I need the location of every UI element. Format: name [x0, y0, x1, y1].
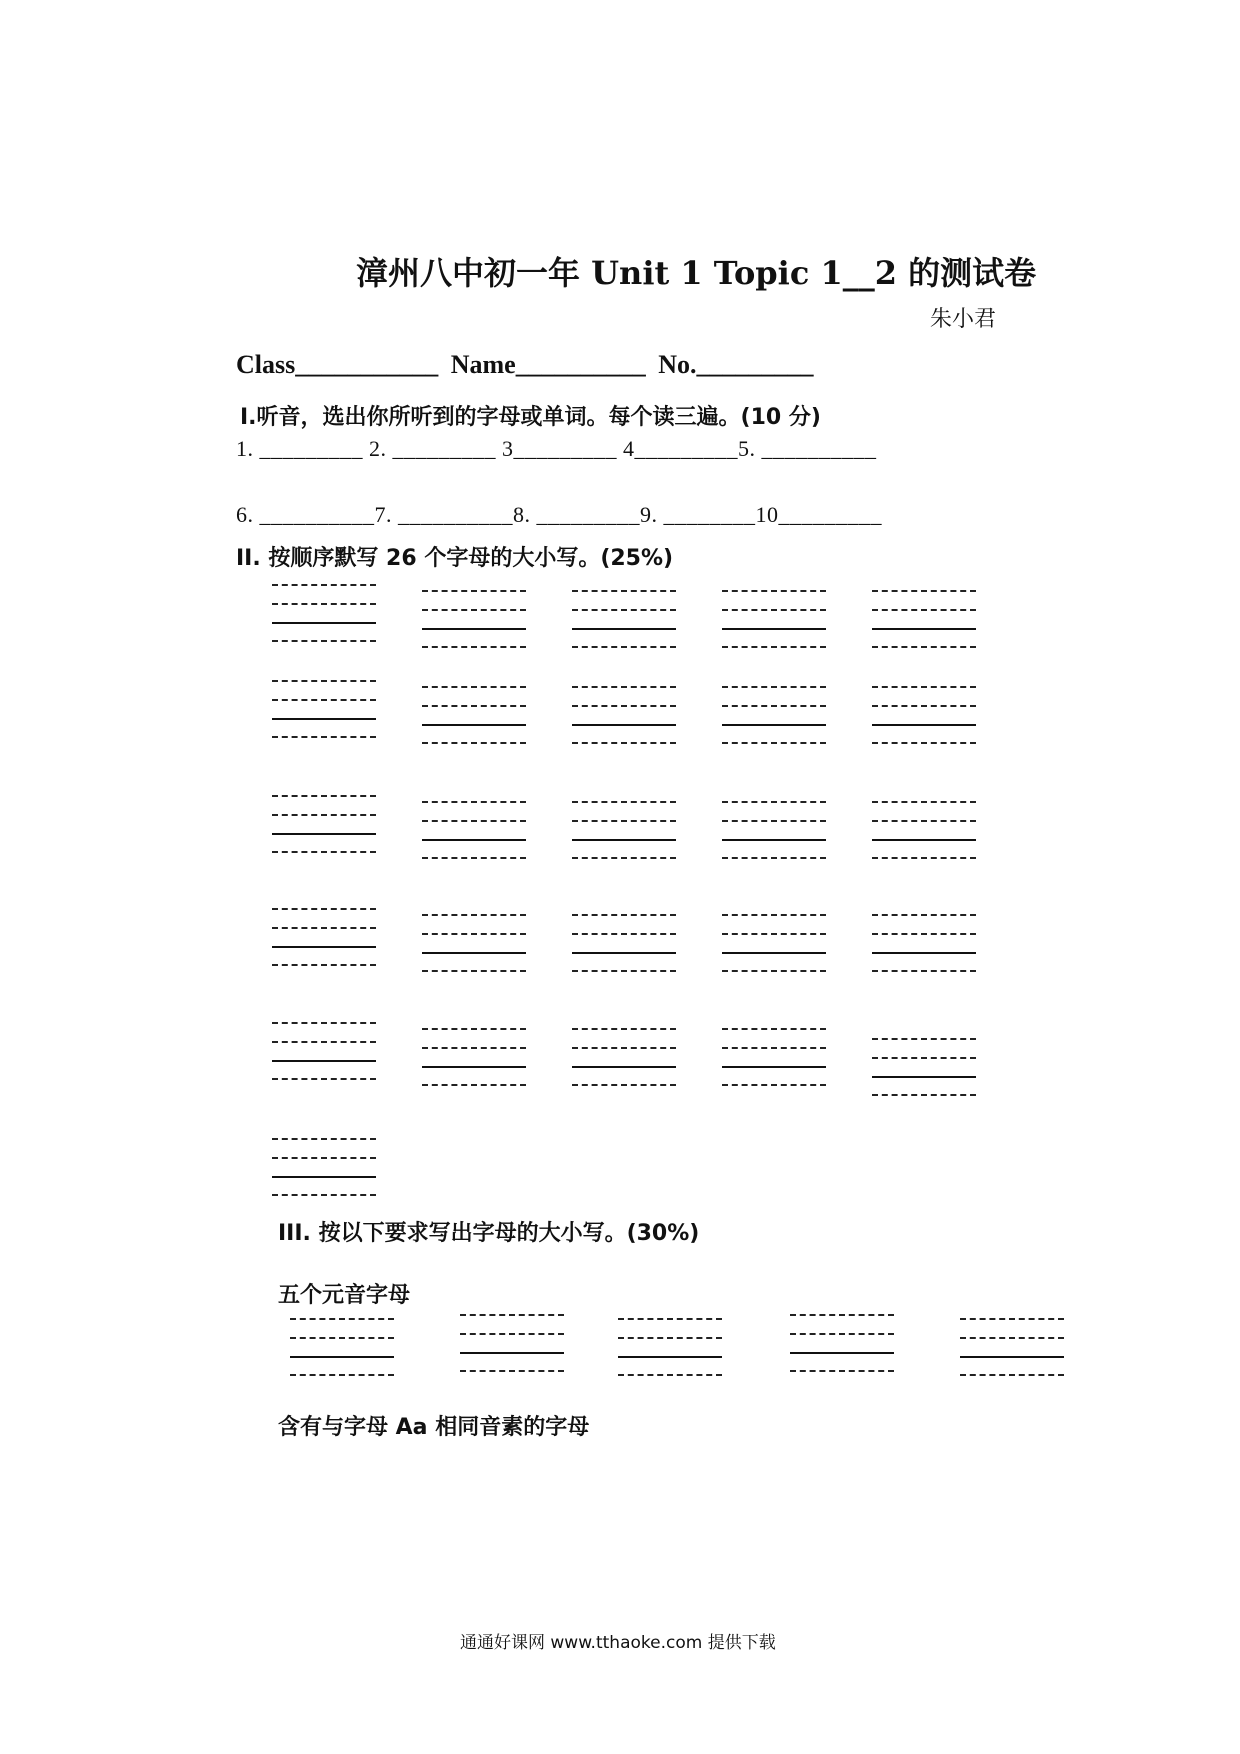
letter-block-15[interactable]	[872, 801, 976, 853]
letter-block-14[interactable]	[722, 801, 826, 853]
letter-block-3[interactable]	[572, 590, 676, 642]
section1-answer-row-1[interactable]: 1. _________ 2. _________ 3_________ 4_________5. __________	[236, 436, 877, 461]
student-info	[236, 350, 820, 380]
aa-sound-letters-label: 含有与字母 Aa 相同音素的字母	[278, 1415, 590, 1440]
letter-block-17[interactable]	[422, 914, 526, 966]
vowel-block-5[interactable]	[960, 1318, 1064, 1370]
letter-block-18[interactable]	[572, 914, 676, 966]
number-field[interactable]: No._________	[658, 350, 814, 379]
letter-block-21[interactable]	[272, 1022, 376, 1074]
letter-block-7[interactable]	[422, 686, 526, 738]
name-field[interactable]: Name__________	[450, 350, 646, 379]
letter-block-19[interactable]	[722, 914, 826, 966]
letter-block-4[interactable]	[722, 590, 826, 642]
vowel-block-1[interactable]	[290, 1318, 394, 1370]
letter-block-23[interactable]	[572, 1028, 676, 1080]
letter-block-11[interactable]	[272, 795, 376, 847]
letter-block-8[interactable]	[572, 686, 676, 738]
letter-block-1[interactable]	[272, 584, 376, 636]
letter-block-16[interactable]	[272, 908, 376, 960]
author: 朱小君	[930, 307, 997, 332]
section1-heading: Ⅰ.听音，选出你所听到的字母或单词。每个读三遍。(10 分)	[240, 405, 821, 430]
letter-block-24[interactable]	[722, 1028, 826, 1080]
section2-heading: II. 按顺序默写 26 个字母的大小写。(25%)	[236, 546, 674, 571]
vowel-block-3[interactable]	[618, 1318, 722, 1370]
letter-block-26[interactable]	[272, 1138, 376, 1190]
vowel-block-4[interactable]	[790, 1314, 894, 1366]
vowel-block-2[interactable]	[460, 1314, 564, 1366]
letter-block-13[interactable]	[572, 801, 676, 853]
letter-block-2[interactable]	[422, 590, 526, 642]
letter-block-25[interactable]	[872, 1038, 976, 1090]
section1-answer-row-2[interactable]: 6. __________7. __________8. _________9. ________10_________	[236, 502, 882, 527]
footer-credit: 通通好课网 www.tthaoke.com 提供下载	[460, 1633, 776, 1653]
letter-block-10[interactable]	[872, 686, 976, 738]
letter-block-6[interactable]	[272, 680, 376, 732]
letter-block-9[interactable]	[722, 686, 826, 738]
letter-block-12[interactable]	[422, 801, 526, 853]
vowel-letters-label: 五个元音字母	[278, 1283, 411, 1308]
letter-block-20[interactable]	[872, 914, 976, 966]
section3-heading: III. 按以下要求写出字母的大小写。(30%)	[278, 1221, 700, 1246]
letter-block-5[interactable]	[872, 590, 976, 642]
page-title: 漳州八中初一年 Unit 1 Topic 1__2 的测试卷	[356, 254, 1037, 292]
letter-block-22[interactable]	[422, 1028, 526, 1080]
class-field[interactable]: Class___________	[236, 350, 439, 379]
